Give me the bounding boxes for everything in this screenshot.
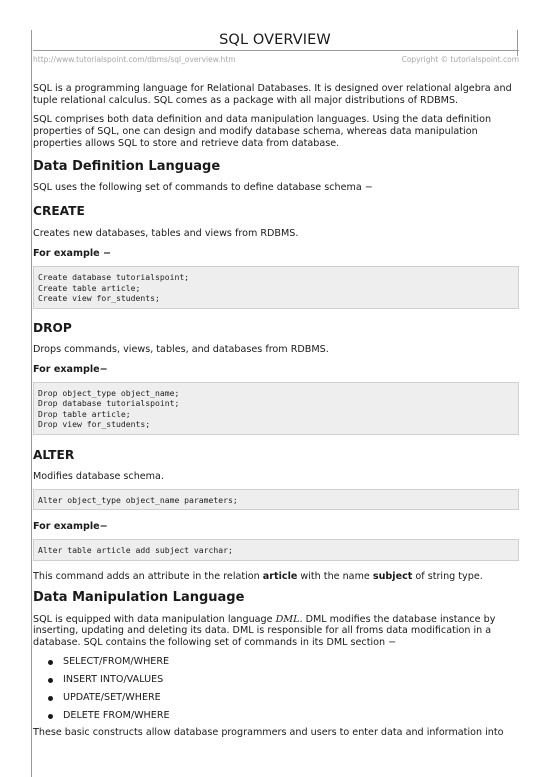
alter-description: Modifies database schema. (33, 470, 164, 482)
create-description: Creates new databases, tables and views from RDBMS. (33, 228, 299, 240)
dml-heading: Data Manipulation Language (33, 589, 245, 605)
ddl-heading: Data Definition Language (33, 158, 221, 174)
source-url[interactable]: http://www.tutorialspoint.com/dbms/sql_overview.htm (33, 55, 236, 64)
dml-paragraph-text-2: . DML modifies the database instance by inserting, updating and deleting its data. DML is responsible for all froms data modification in a database. SQL contains the following set of commands in its DML section − (33, 613, 496, 649)
alter-note-relation: article (262, 570, 298, 582)
left-margin-rule (31, 30, 32, 777)
page-content (33, 30, 517, 739)
alter-example-label: For example− (33, 521, 108, 533)
alter-note-text-3: of string type. (412, 570, 483, 582)
list-item: DELETE FROM/WHERE (63, 710, 517, 722)
list-item: INSERT INTO/VALUES (63, 674, 517, 686)
intro-paragraph-1: SQL is a programming language for Relational Databases. It is designed over relational algebra and tuple relational calculus. SQL comes as a package with all major distributions of RDBMS. (33, 83, 512, 106)
page-meta (33, 54, 519, 65)
ddl-intro: SQL uses the following set of commands to define database schema − (33, 181, 373, 193)
page-title: SQL OVERVIEW (219, 32, 331, 48)
list-item: SELECT/FROM/WHERE (63, 656, 517, 668)
copyright-text: Copyright © tutorialspoint.com (401, 55, 519, 64)
alter-syntax-block: Alter object_type object_name parameters; (33, 489, 519, 511)
alter-note-text-2: with the name (297, 570, 373, 582)
alter-note-attribute: subject (372, 570, 413, 582)
create-example-label: For example − (33, 248, 112, 260)
drop-heading: DROP (33, 320, 72, 335)
drop-code-block: Drop object_type object_name; Drop database tutorialspoint; Drop table article; Drop view for_students; (33, 382, 519, 435)
dml-paragraph (33, 614, 517, 650)
create-heading: CREATE (33, 204, 85, 219)
alter-note (33, 571, 517, 583)
drop-example-label: For example− (33, 363, 108, 375)
drop-description: Drops commands, views, tables, and databases from RDBMS. (33, 343, 329, 355)
create-code-block: Create database tutorialspoint; Create table article; Create view for_students; (33, 266, 519, 309)
dml-command-list (33, 656, 517, 722)
list-item: UPDATE/SET/WHERE (63, 692, 517, 704)
alter-heading: ALTER (33, 447, 75, 462)
dml-paragraph-text-1: SQL is equipped with data manipulation language (33, 613, 276, 625)
dml-closing: These basic constructs allow database programmers and users to enter data and information into (33, 727, 504, 739)
alter-code-block: Alter table article add subject varchar; (33, 539, 519, 561)
right-margin-rule (517, 30, 518, 56)
dml-term: DML (275, 613, 300, 625)
alter-note-text-1: This command adds an attribute in the relation (33, 570, 263, 582)
title-divider (33, 50, 519, 51)
intro-paragraph-2: SQL comprises both data definition and data manipulation languages. Using the data definition properties of SQL, one can design and modify database schema, whereas data manipulation properties allows SQL to store and retrieve data from database. (33, 113, 492, 149)
